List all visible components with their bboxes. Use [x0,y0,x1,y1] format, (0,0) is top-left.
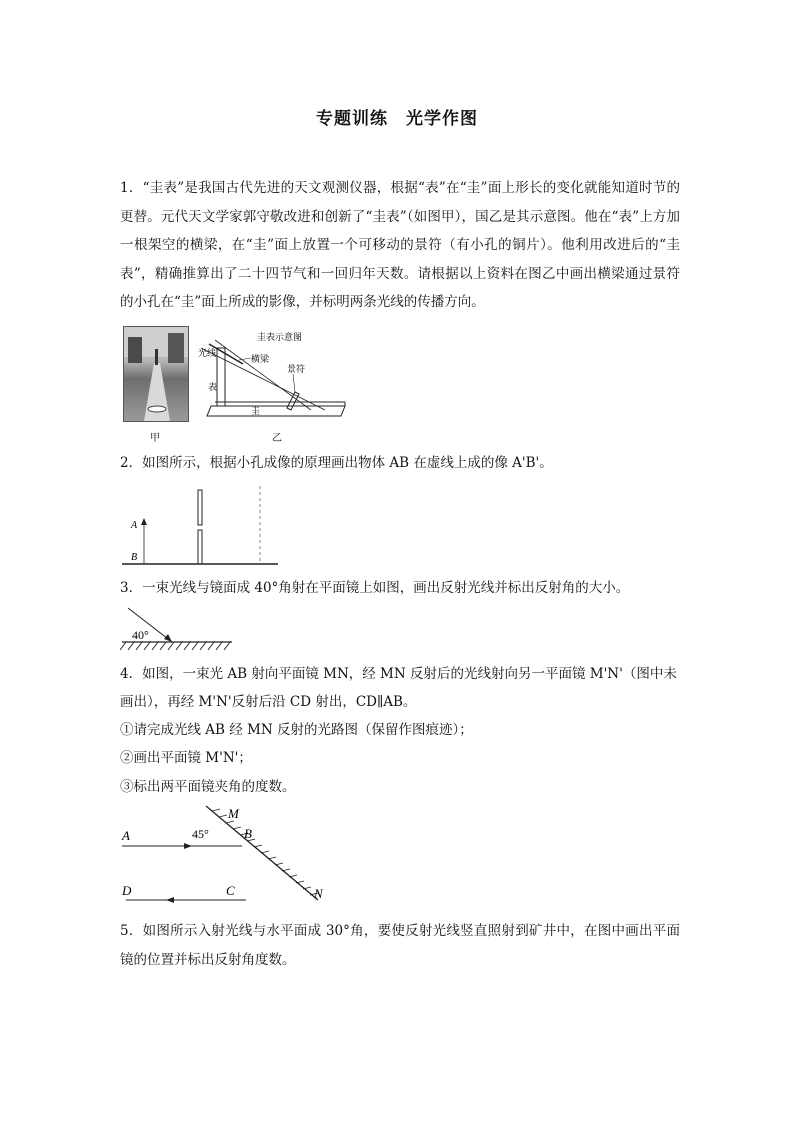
question-4-step-2: ②画出平面镜 M'N'； [120,750,252,766]
page-title: 专题训练 光学作图 [316,109,478,129]
label-b: B [131,552,138,563]
label-M: M [228,806,239,821]
label-base: 圭 [251,406,261,416]
photo-caption: 甲 [150,433,160,444]
question-5-text: 5．如图所示入射光线与水平面成 30°角，要使反射光线竖直照射到矿井中，在图中画出平面镜的位置并标出反射角度数。 [120,923,680,968]
label-beam: 横梁 [251,354,270,364]
diagram-title: 圭表示意图 [257,332,303,342]
question-2-text: 2．如图所示，根据小孔成像的原理画出物体 AB 在虚线上成的像 A'B'。 [120,455,553,471]
label-A: A [122,828,130,843]
guibiao-diagram [195,326,355,426]
diagram-caption: 乙 [272,433,282,444]
angle-label-40: 40° [132,628,149,642]
label-a: A [131,520,138,531]
angle-label-45: 45° [192,827,209,841]
question-3-text: 3．一束光线与镜面成 40°角射在平面镜上如图，画出反射光线并标出反射角的大小。 [120,580,630,596]
question-4-step-1: ①请完成光线 AB 经 MN 反射的光路图（保留作图痕迹）； [120,722,473,738]
label-C: C [226,883,235,898]
mirror-diagram-q3 [120,602,240,654]
question-4-line-2: 画出），再经 M'N'反射后沿 CD 射出，CD∥AB。 [120,694,417,710]
label-pole: 表 [208,382,218,392]
question-1-text: 1．“圭表”是我国古代先进的天文观测仪器，根据“表”在“圭”面上形长的变化就能知道时节的更替。元代天文学家郭守敬改进和创新了“圭表”（如图甲），国乙是其示意图。他在“表”上方加一根架空的横梁，在“圭”面上放置一个可移动的景符（有小孔的铜片）。他利用改进后的“圭表”，精确推算出了二十四节气和一回归年天数。请根据以上资料在图乙中画出横梁通过景符的小孔在“圭”面上所成的影像，并标明两条光线的传播方向。 [120,180,680,311]
label-N: N [314,886,323,901]
pinhole-diagram [120,484,280,570]
mirror-diagram-q4 [118,800,338,912]
label-light: 光线 [198,348,217,358]
label-D: D [122,883,132,898]
label-B: B [244,826,252,841]
question-4-line-1: 4．如图，一束光 AB 射向平面镜 MN，经 MN 反射后的光线射向另一平面镜 M'N'（图中未 [120,666,677,682]
label-fu: 景符 [287,364,306,374]
question-4-step-3: ③标出两平面镜夹角的度数。 [120,779,296,795]
sundial-photo [123,326,189,422]
sundial-photo-drawing [124,327,188,421]
